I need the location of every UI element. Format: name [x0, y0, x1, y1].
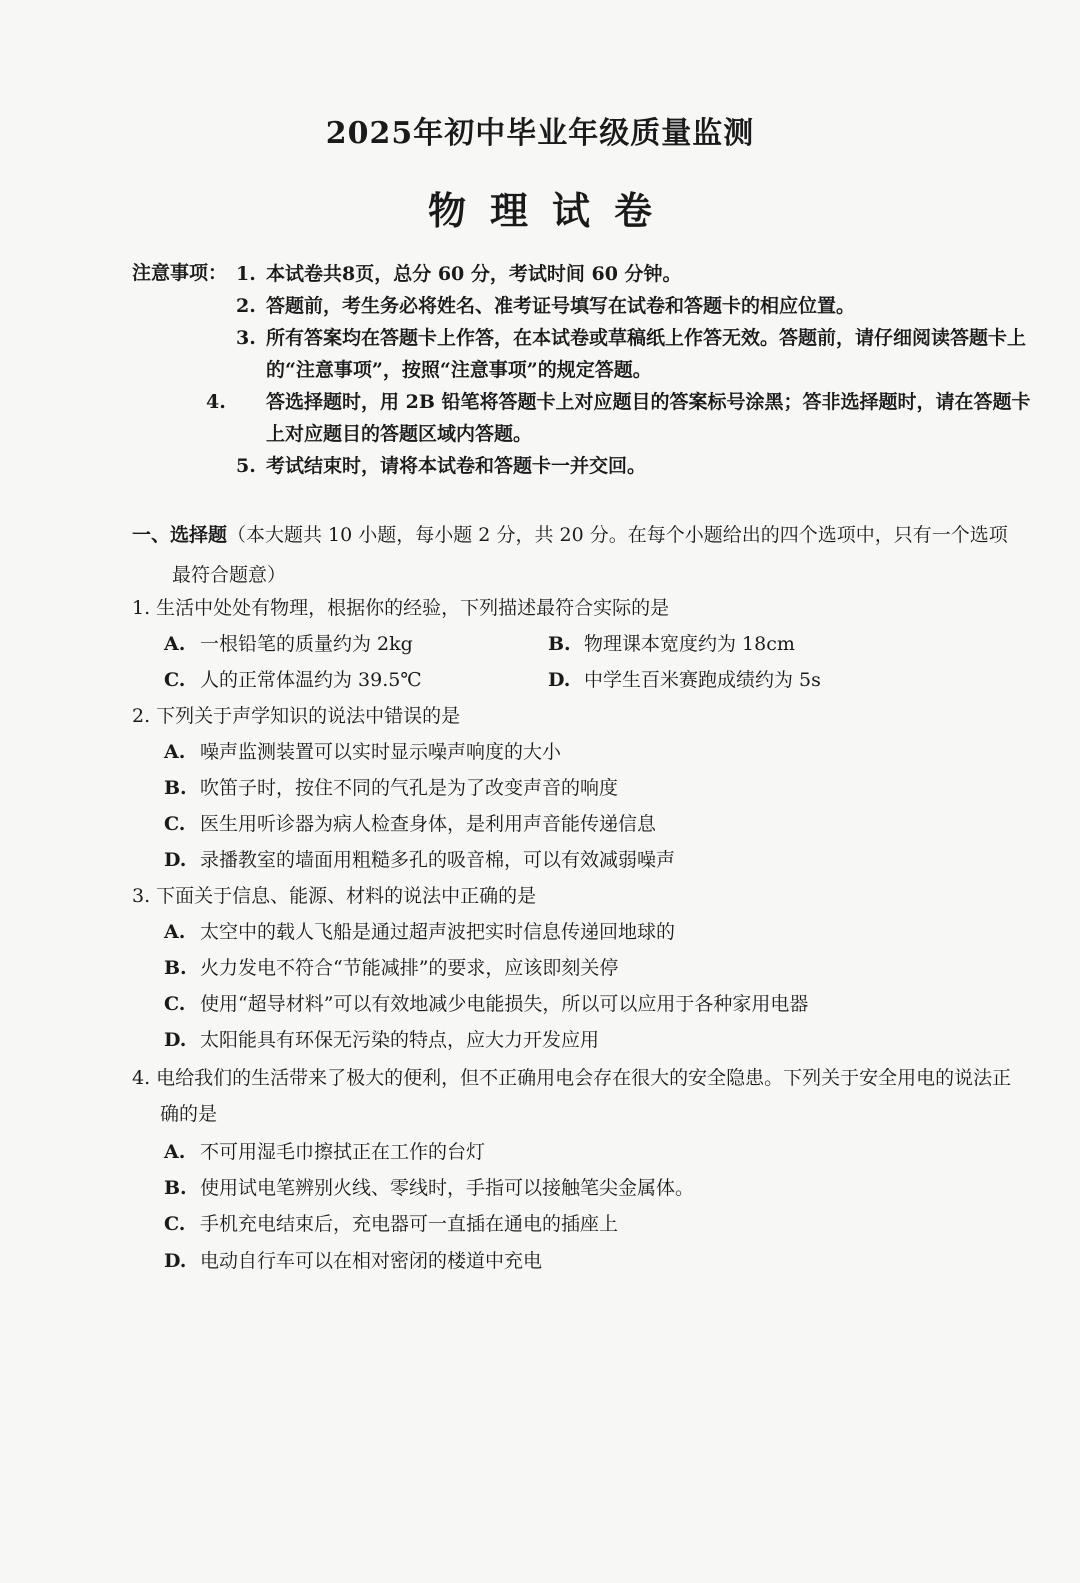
option-text: 吹笛子时，按住不同的气孔是为了改变声音的响度 [200, 777, 619, 799]
option-letter: B. [164, 1177, 187, 1199]
notice-label: 注意事项： [132, 262, 228, 284]
option-letter: B. [164, 957, 187, 979]
question-option [164, 1243, 542, 1279]
notice-item [236, 450, 1016, 482]
option-letter: A. [164, 633, 186, 655]
option-text: 火力发电不符合“节能减排”的要求，应该即刻关停 [200, 957, 619, 979]
notice-item [236, 322, 1046, 386]
question-option [164, 1170, 694, 1206]
option-letter: D. [164, 1250, 187, 1272]
question-option [164, 770, 618, 806]
option-letter: C. [164, 993, 186, 1015]
notice-num: 2. [236, 295, 256, 317]
option-text: 手机充电结束后，充电器可一直插在通电的插座上 [200, 1213, 619, 1235]
question-stem: 3. 下面关于信息、能源、材料的说法中正确的是 [132, 885, 537, 907]
question-option [164, 842, 675, 878]
question-option [164, 950, 618, 986]
option-text: 不可用湿毛巾擦拭正在工作的台灯 [200, 1141, 486, 1163]
option-letter: D. [548, 669, 571, 691]
option-text: 中学生百米赛跑成绩约为 5s [584, 669, 821, 691]
option-letter: A. [164, 921, 186, 943]
notice-text: 考试结束时，请将本试卷和答题卡一并交回。 [266, 455, 647, 477]
question-option [164, 662, 422, 698]
notice-num: 3. [236, 327, 256, 349]
question-option [164, 1206, 618, 1242]
question-stem: 1. 生活中处处有物理，根据你的经验，下列描述最符合实际的是 [132, 597, 670, 619]
option-letter: D. [164, 849, 187, 871]
option-letter: B. [164, 777, 187, 799]
option-letter: C. [164, 813, 186, 835]
option-text: 医生用听诊器为病人检查身体，是利用声音能传递信息 [200, 813, 657, 835]
question-option [164, 914, 675, 950]
option-letter: B. [548, 633, 571, 655]
option-text: 太阳能具有环保无污染的特点，应大力开发应用 [200, 1029, 600, 1051]
notice-item [236, 258, 1016, 290]
notice-item [206, 386, 1046, 450]
question-option [164, 734, 561, 770]
notice-num: 4. [206, 391, 226, 413]
option-letter: A. [164, 1141, 186, 1163]
option-text: 噪声监测装置可以实时显示噪声响度的大小 [200, 741, 562, 763]
option-text: 使用“超导材料”可以有效地减少电能损失，所以可以应用于各种家用电器 [200, 993, 809, 1015]
question-option [548, 662, 821, 698]
option-letter: C. [164, 669, 186, 691]
option-text: 使用试电笔辨别火线、零线时，手指可以接触笔尖金属体。 [200, 1177, 695, 1199]
section-title: 一、选择题 [132, 524, 228, 546]
notice-num: 1. [236, 263, 256, 285]
notice-num: 5. [236, 455, 256, 477]
section-heading [132, 515, 1022, 595]
notice-text: 答题前，考生务必将姓名、准考证号填写在试卷和答题卡的相应位置。 [266, 295, 856, 317]
question-stem: 4. 电给我们的生活带来了极大的便利，但不正确用电会存在很大的安全隐患。下列关于安全用电的说法正确的是 [132, 1067, 1012, 1125]
question-option [548, 626, 795, 662]
option-text: 电动自行车可以在相对密闭的楼道中充电 [200, 1250, 543, 1272]
question-option [164, 986, 808, 1022]
question-option [164, 806, 656, 842]
exam-title: 2025年初中毕业年级质量监测 [325, 116, 755, 151]
notice-text: 所有答案均在答题卡上作答，在本试卷或草稿纸上作答无效。答题前，请仔细阅读答题卡上的“注意事项”，按照“注意事项”的规定答题。 [266, 327, 1027, 381]
option-letter: C. [164, 1213, 186, 1235]
notice-item [236, 290, 1016, 322]
option-text: 录播教室的墙面用粗糙多孔的吸音棉，可以有效减弱噪声 [200, 849, 676, 871]
option-text: 人的正常体温约为 39.5℃ [200, 669, 422, 691]
option-letter: A. [164, 741, 186, 763]
question-stem: 2. 下列关于声学知识的说法中错误的是 [132, 705, 461, 727]
notice-text: 本试卷共8页，总分 60 分，考试时间 60 分钟。 [266, 263, 682, 285]
option-text: 物理课本宽度约为 18cm [584, 633, 795, 655]
question-option [164, 626, 413, 662]
option-letter: D. [164, 1029, 187, 1051]
section-desc: （本大题共 10 小题，每小题 2 分，共 20 分。在每个小题给出的四个选项中，只有一个选项最符合题意） [172, 524, 1008, 586]
option-text: 一根铅笔的质量约为 2kg [200, 633, 413, 655]
question-option [164, 1134, 485, 1170]
notice-text: 答选择题时，用 2B 铅笔将答题卡上对应题目的答案标号涂黑；答非选择题时，请在答题卡上对应题目的答题区域内答题。 [266, 391, 1031, 445]
exam-subject: 物理试卷 [427, 188, 676, 233]
question-option [164, 1022, 599, 1058]
option-text: 太空中的载人飞船是通过超声波把实时信息传递回地球的 [200, 921, 676, 943]
